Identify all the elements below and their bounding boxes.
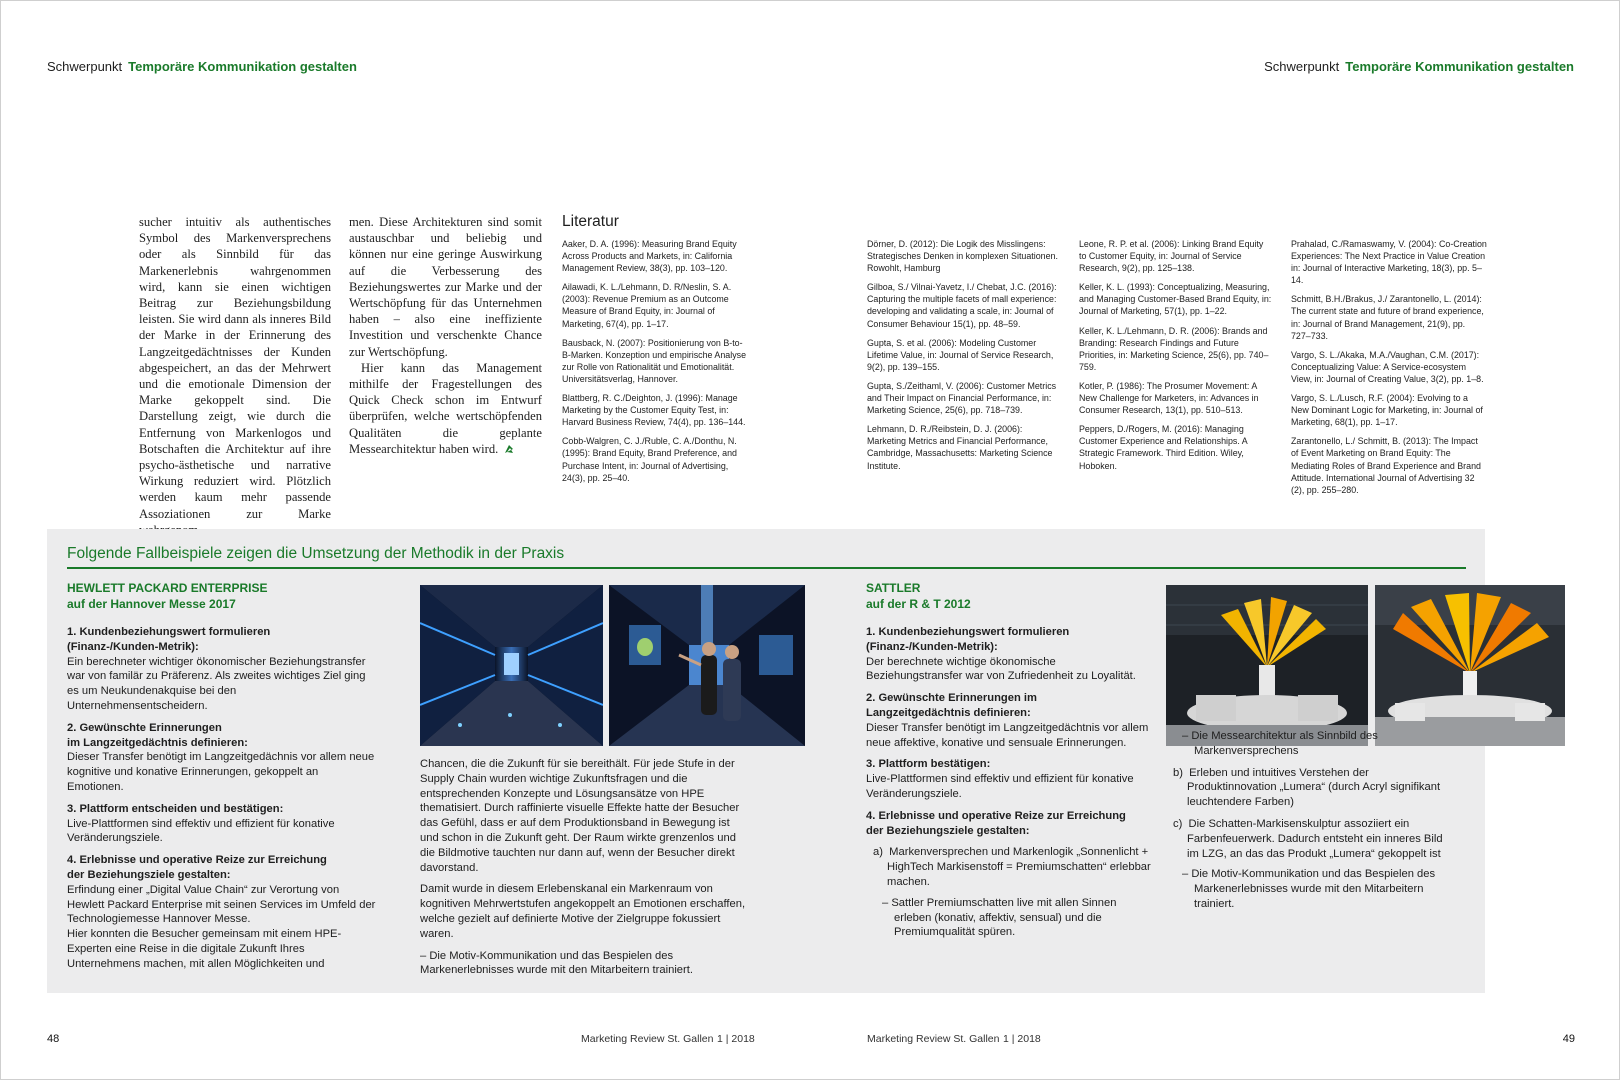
reference-entry: Leone, R. P. et al. (2006): Linking Brand Equity to Customer Equity, in: Journal of Service Research, 9(2), pp. 125–138. (1079, 239, 1264, 274)
reference-entry: Vargo, S. L./Akaka, M.A./Vaughan, C.M. (2017): Conceptualizing Value: A Service-ecosystem View, in: Journal of Creating Value, 3(2), pp. 1–8. (1291, 349, 1484, 384)
sattler-column-1 (866, 625, 1152, 940)
step-heading: 4. Erlebnisse und operative Reize zur Erreichung (67, 854, 327, 867)
reference-entry: Peppers, D./Rogers, M. (2016): Managing Customer Experience and Relationships. A Strategic Framework. Third Edition. Wiley, Hoboken. (1079, 424, 1248, 471)
article-paragraph: sucher intuitiv als authentisches Symbol des Markenversprechens oder als Sinnbild für das Markenerlebnis wahrgenommen wird, kann sie einen wichtigen Beitrag zur Beziehungsbildung leisten. Sie wird dann als inneres Bild der Marke in der Erinnerung des Langzeitgedächtnisses der Kunden abgespeichert, an das der Mehrwert und die emotionale Dimension der Marke gekoppelt sind. Die Darstellung zeigt, wie durch die Entfernung von Markenlogos und Botschaften die Architektur auf ihre psycho-ästhetische und narrative Wirkung reduziert wird. Plötzlich werden kaum mehr passende Assoziationen zur Marke (139, 215, 331, 521)
header-title: Temporäre Kommunikation gestalten (128, 59, 357, 74)
hpe-event: auf der Hannover Messe 2017 (67, 596, 236, 611)
hpe-heading (67, 581, 267, 612)
literature-column-4 (1291, 238, 1487, 503)
case-studies-title: Folgende Fallbeispiele zeigen die Umsetzung der Methodik in der Praxis (67, 545, 565, 562)
hpe-visitors-photo (609, 585, 805, 746)
reference-entry: Aaker, D. A. (1996): Measuring Brand Equity Across Products and Markets, in: California Management Review, 38(3), pp. 103–120. (562, 239, 737, 274)
step-heading: im Langzeitgedächtnis definieren: (67, 736, 248, 749)
case-paragraph: – Die Motiv-Kommunikation und das Bespielen des Markenerlebnisses wurde mit den Mitarbeitern trainiert. (420, 949, 693, 977)
dash-item: – Sattler Premiumschatten live mit allen Sinnen erleben (konativ, affektiv, sensual) und die Premiumqualität spüren. (882, 896, 1117, 939)
step-heading: 2. Gewünschte Erinnerungen im (866, 692, 1037, 705)
step-text: Hier konnten die Besucher gemeinsam mit einem HPE-Experten eine Reise in die digitale Zukunft Ihres Unternehmens machen, mit allen Möglichkeiten und (67, 928, 342, 970)
step-text: Live-Plattformen sind effektiv und effizient für konative Veränderungsziele. (67, 817, 335, 845)
hpe-company: HEWLETT PACKARD ENTERPRISE (67, 581, 268, 595)
article-paragraph: men. Diese Architekturen sind somit austauschbar und beliebig und können nur eine geringe Auswirkung auf die Verbesserung des Beziehungswertes zur Marke und der Wertschöpfung für das Unternehmen haben – also eine ineffiziente Investition und verschenkte Chance zur Wertschöpfung. (349, 215, 542, 359)
step-heading: (Finanz-/Kunden-Metrik): (866, 640, 998, 653)
step-text: Ein berechneter wichtiger ökonomischer Beziehungstransfer war von familär zu Präferenz. Als zweites wichtiges Ziel ging es um Neukundenakquise bei den Unternehmensentscheidern. (67, 655, 366, 712)
case-paragraph: Damit wurde in diesem Erlebenskanal ein Markenraum von kognitiven Mehrwertstufen angekoppelt an Emotionen erschaffen, welche gezielt auf definierte Motive der Zielgruppe fokussiert waren. (420, 883, 746, 940)
list-label: a) (873, 846, 883, 859)
list-text: Markenversprechen und Markenlogik „Sonnenlicht + HighTech Markisenstoff = Premiumschatten“ erlebbar machen. (887, 846, 1151, 888)
issue-left: 1 | 2018 (717, 1033, 755, 1045)
step-heading: 3. Plattform bestätigen: (866, 758, 991, 771)
reference-entry: Gupta, S. et al. (2006): Modeling Customer Lifetime Value, in: Journal of Service Research, 9(2), pp. 139–155. (867, 337, 1054, 372)
step-heading: 4. Erlebnisse und operative Reize zur Erreichung (866, 809, 1126, 822)
step-heading: 2. Gewünschte Erinnerungen (67, 721, 222, 734)
article-column-1 (139, 214, 331, 538)
reference-entry: Blattberg, R. C./Deighton, J. (1996): Manage Marketing by the Customer Equity Test, in: Harvard Business Review, 74(4), pp. 136–144. (562, 393, 746, 428)
step-heading: (Finanz-/Kunden-Metrik): (67, 640, 199, 653)
step-text: Dieser Transfer benötigt im Langzeitgedächtnis vor allem neue affektive, konative und sensuale Erinnerungen. (866, 721, 1149, 749)
reference-entry: Bausback, N. (2007): Positionierung von B-to-B-Marken. Konzeption und empirische Analyse zur Rolle von Rationalität und Emotionalität. Universitätsverlag, Hannover. (562, 337, 747, 384)
step-text: Live-Plattformen sind effektiv und effizient für konative Veränderungsziele. (866, 773, 1134, 800)
journal-name-right: Marketing Review St. Gallen (867, 1033, 1000, 1045)
step-heading: Langzeitgedächtnis definieren: (866, 706, 1031, 719)
sattler-heading (866, 581, 971, 612)
page-number-right: 49 (1562, 1033, 1575, 1045)
reference-entry: Dörner, D. (2012): Die Logik des Misslingens: Strategisches Denken in komplexen Situationen. Rowohlt, Hamburg (867, 239, 1058, 274)
sattler-booth-photo-2 (1375, 585, 1565, 746)
end-of-article-icon (504, 444, 514, 454)
reference-entry: Gilboa, S./ Vilnai-Yavetz, I./ Chebat, J.C. (2016): Capturing the multiple facets of mall experience: developing and validating a scale, in: Journal of Consumer Behaviour 15(1), pp. 48–59. (867, 282, 1057, 329)
reference-entry: Cobb-Walgren, C. J./Ruble, C. A./Donthu, N. (1995): Brand Equity, Brand Preference, and Purchase Intent, in: Journal of Advertising, 24(3), pp. 25–40. (562, 436, 737, 483)
green-divider (67, 567, 1466, 569)
reference-entry: Vargo, S. L./Lusch, R.F. (2004): Evolving to a New Dominant Logic for Marketing, in: Journal of Marketing, 68(1), pp. 1–17. (1291, 393, 1483, 428)
literature-column-3 (1079, 238, 1273, 479)
sattler-column-2 (1166, 729, 1448, 912)
step-heading: der Beziehungsziele gestalten: (67, 868, 231, 881)
list-text: Die Schatten-Markisenskulptur assoziiert ein Farbenfeuerwerk. Dadurch entsteht ein inneres Bild im LZG, an das das Produkt „Lumera“ gekoppelt ist (1187, 817, 1443, 860)
running-header-right (1264, 59, 1574, 74)
journal-name-left: Marketing Review St. Gallen (581, 1033, 714, 1045)
reference-entry: Prahalad, C./Ramaswamy, V. (2004): Co-Creation Experiences: The Next Practice in Value Creation in: Journal of Interactive Marketing, 18(3), pp. 5–14. (1291, 239, 1487, 286)
dash-item: – Die Motiv-Kommunikation und das Bespielen des Markenerlebnisses wurde mit den Mitarbeitern trainiert. (1182, 868, 1436, 910)
dash-item: – Die Messearchitektur als Sinnbild des Markenversprechens (1182, 730, 1378, 757)
step-heading: der Beziehungsziele gestalten: (866, 824, 1030, 837)
hpe-corridor-photo (420, 585, 603, 746)
article-column-2 (349, 214, 542, 457)
header-section-label: Schwerpunkt (1264, 59, 1340, 74)
step-text: Erfindung einer „Digital Value Chain“ zur Verortung von Hewlett Packard Enterprise mit seinen Services im Umfeld der Technologiemesse Hannover Messe. (67, 883, 376, 926)
reference-entry: Lehmann, D. R./Reibstein, D. J. (2006): Marketing Metrics and Financial Performance, Cambridge, Massachusetts: Marketing Science Institute. (867, 424, 1053, 471)
case-paragraph: Chancen, die die Zukunft für sie bereithält. Für jede Stufe in der Supply Chain wurden wichtige Zukunftsfragen und die entsprechenden Konzepte und Lösungsansätze von HPE thematisiert. Durch raffinierte visuelle Effekte hatte der Besucher das Gefühl, dass er auf dem Produktionsband in Bewegung ist und schon in die Zukunft geht. Der Raum wirkte grenzenlos und die Bildmotive tauchten nur dann auf, wenn der Besucher direkt davorstand. (420, 758, 740, 874)
page-number-left: 48 (47, 1033, 60, 1045)
article-paragraph: Hier kann das Management mithilfe der Fragestellungen des Quick Check schon im Entwurf überprüfen, welche wertschöpfenden Qualitäten die geplante Messearchitektur haben wird. (349, 360, 542, 456)
hpe-column-1 (67, 625, 377, 972)
sattler-event: auf der R & T 2012 (866, 596, 971, 611)
literature-column-1 (562, 238, 748, 491)
list-label: b) (1173, 766, 1183, 779)
reference-entry: Keller, K. L./Lehmann, D. R. (2006): Brands and Branding: Research Findings and Future Priorities, in: Marketing Science, 25(6), pp. 740–759. (1079, 325, 1269, 372)
reference-entry: Keller, K. L. (1993): Conceptualizing, Measuring, and Managing Customer-Based Brand Equity, in: Journal of Marketing, 57(1), pp. 1–22. (1079, 282, 1272, 317)
literature-column-2 (867, 238, 1059, 479)
reference-entry: Schmitt, B.H./Brakus, J./ Zarantonello, L. (2014): The current state and future of brand experience, in: Journal of Brand Management, 21(9), pp. 727–733. (1291, 294, 1484, 341)
literature-title: Literatur (562, 213, 619, 230)
header-section-label: Schwerpunkt (47, 59, 123, 74)
step-heading: 3. Plattform entscheiden und bestätigen: (67, 802, 284, 815)
step-text: Der berechnete wichtige ökonomische Beziehungstransfer war von Zufriedenheit zu Loyalität. (866, 655, 1136, 683)
sattler-booth-photo-1 (1166, 585, 1368, 746)
step-heading: 1. Kundenbeziehungswert formulieren (866, 626, 1070, 638)
issue-right: 1 | 2018 (1003, 1033, 1041, 1045)
list-text: Erleben und intuitives Verstehen der Produktinnovation „Lumera“ (durch Acryl signifikant leuchtendere Farben) (1187, 766, 1441, 809)
hpe-column-2 (420, 757, 750, 978)
header-title: Temporäre Kommunikation gestalten (1345, 59, 1574, 74)
reference-entry: Gupta, S./Zeithaml, V. (2006): Customer Metrics and Their Impact on Financial Performance, in: Marketing Science, 25(6), pp. 718–739. (867, 380, 1057, 416)
reference-entry: Ailawadi, K. L./Lehmann, D. R/Neslin, S. A. (2003): Revenue Premium as an Outcome Measure of Brand Equity, in: Journal of Marketing, 67(4), pp. 1–17. (562, 282, 732, 329)
sattler-company: SATTLER (866, 581, 921, 595)
running-header-left (47, 59, 357, 74)
step-text: Dieser Transfer benötigt im Langzeitgedächnis vor allem neue kognitive und konative Erinnerungen, gekoppelt an Emotionen. (67, 751, 375, 793)
reference-entry: Zarantonello, L./ Schmitt, B. (2013): The Impact of Event Marketing on Brand Equity: The Mediating Roles of Brand Experience and Brand Attitude. International Journal of Advertising 32 (2), pp. 255–280. (1291, 436, 1481, 495)
reference-entry: Kotler, P. (1986): The Prosumer Movement: A New Challenge for Marketers, in: Advances in Consumer Research, 13(1), pp. 510–513. (1079, 380, 1259, 416)
case-studies-box (47, 529, 1485, 993)
step-heading: 1. Kundenbeziehungswert formulieren (67, 626, 271, 638)
list-label: c) (1173, 817, 1183, 830)
